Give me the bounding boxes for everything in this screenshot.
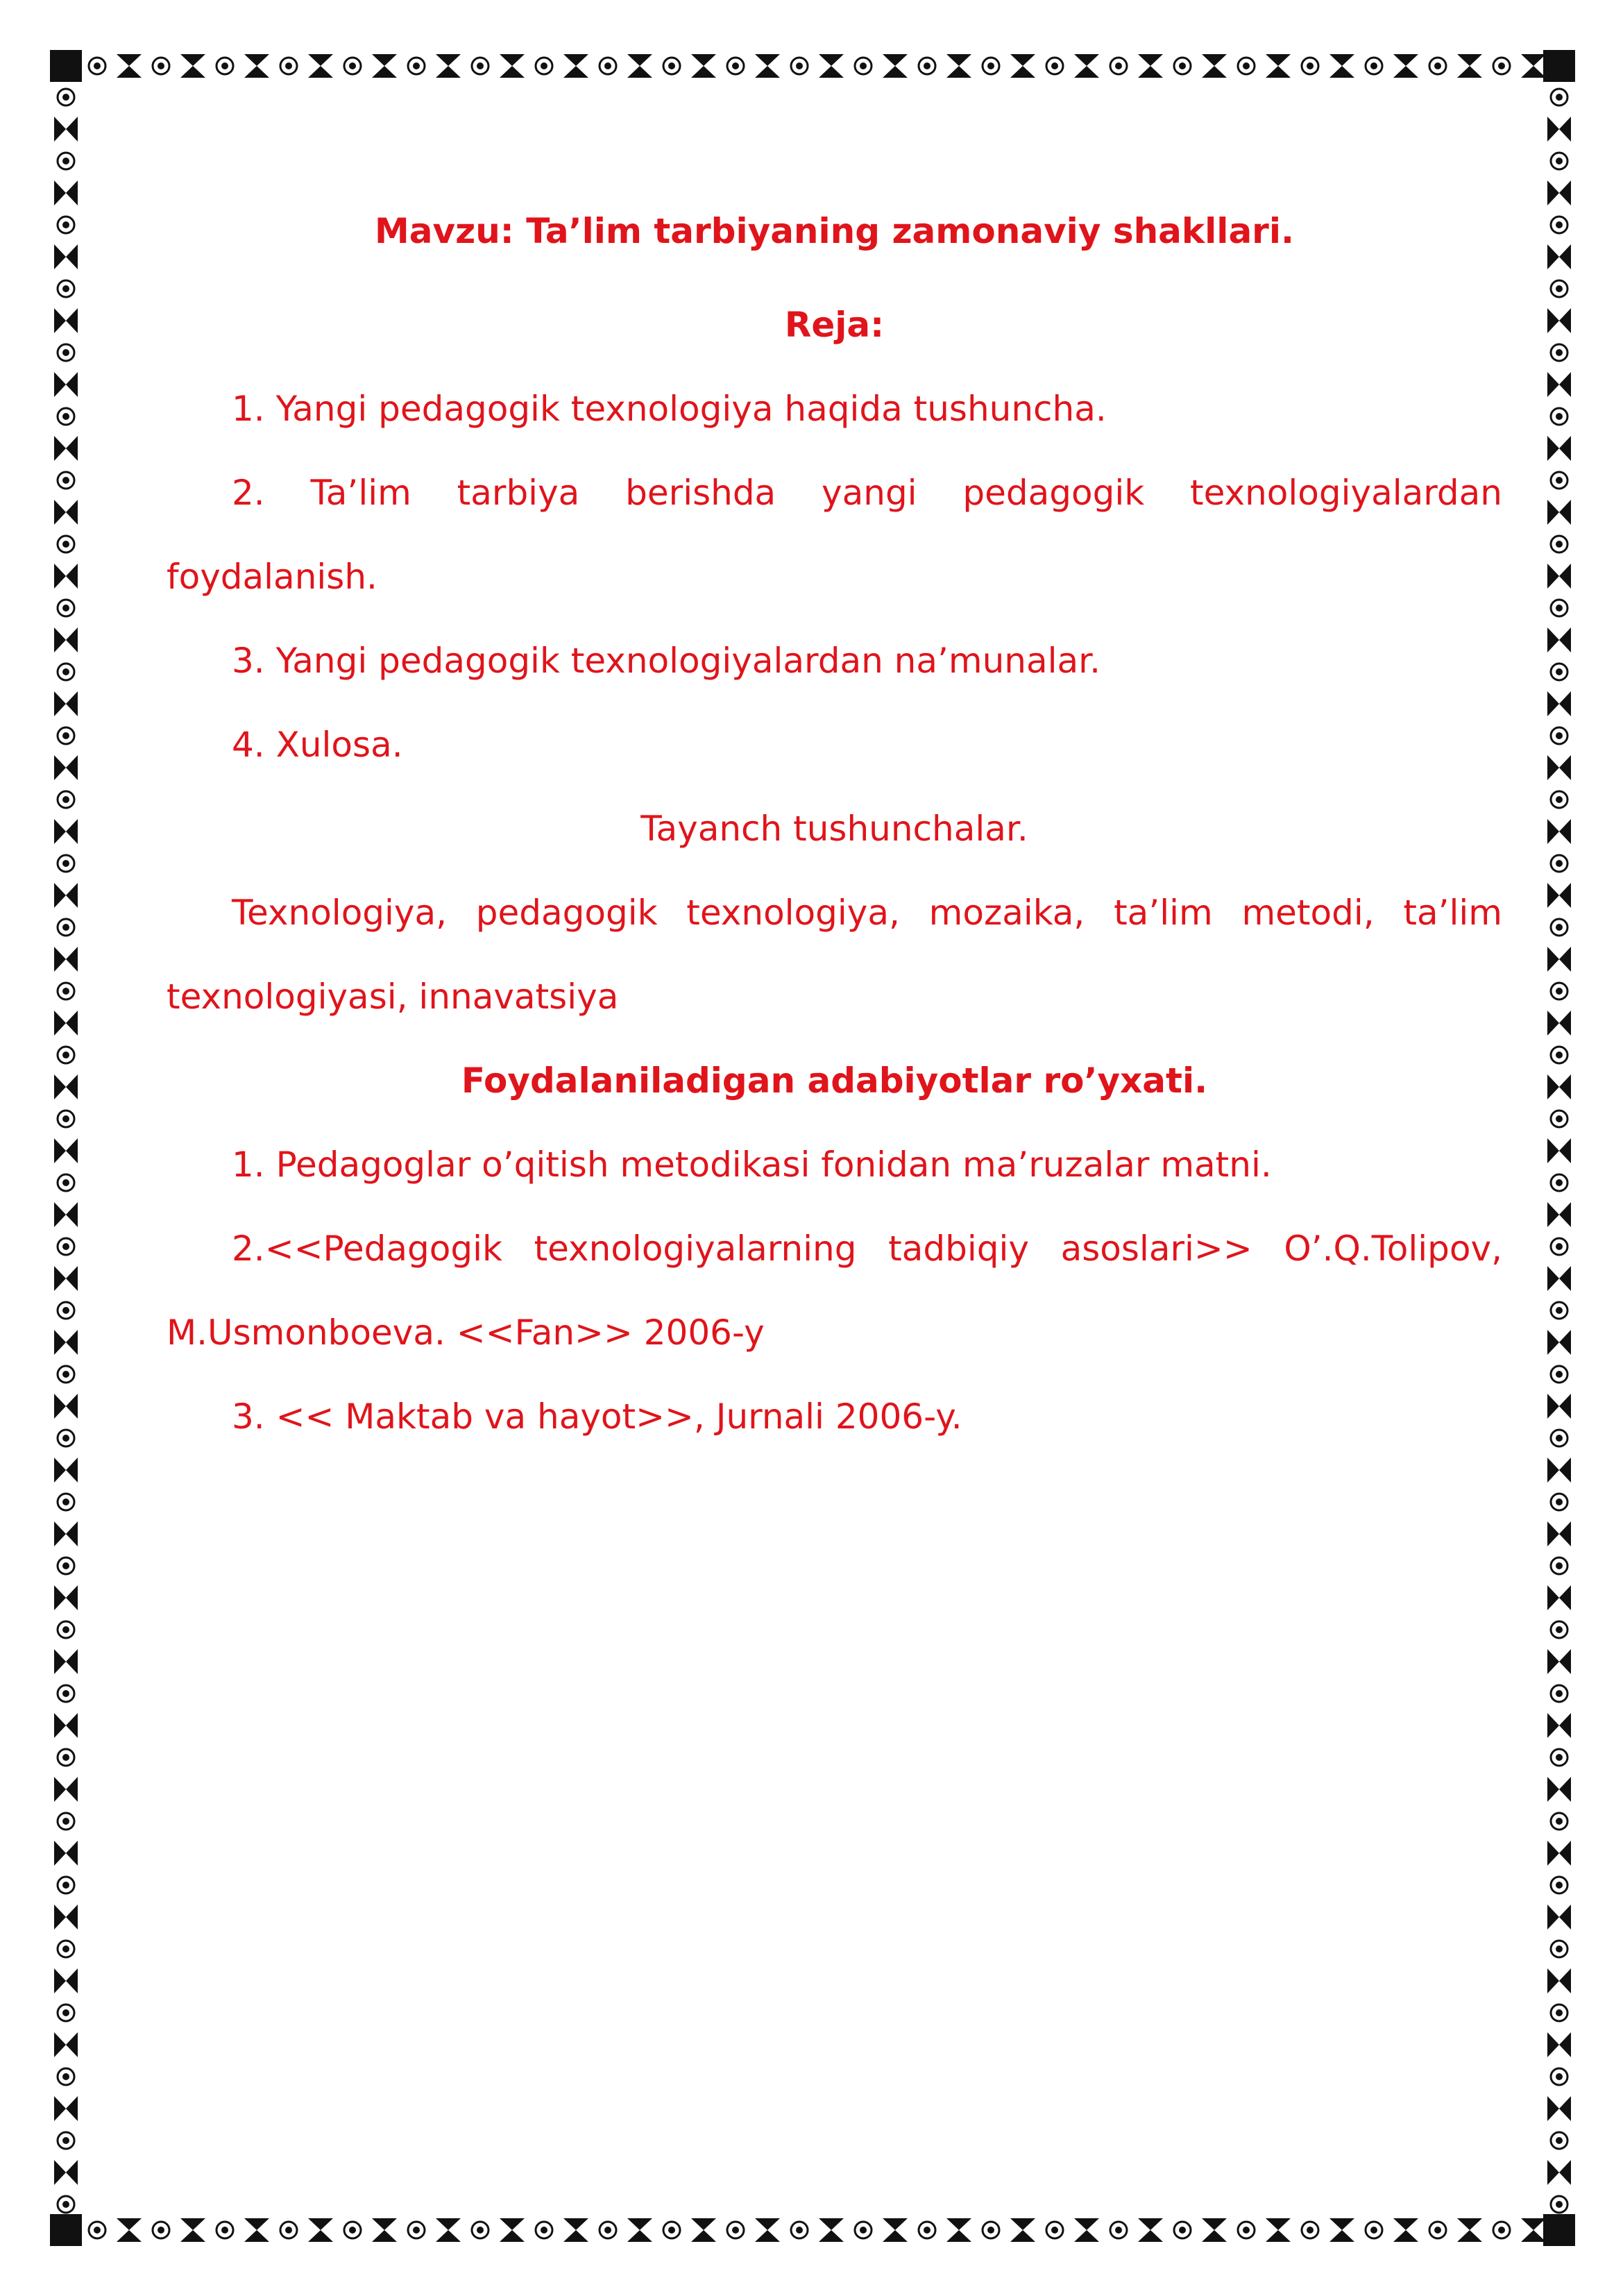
document-body: [167, 179, 1502, 1459]
references-heading: Foydalaniladigan adabiyotlar ro’yxati.: [461, 1061, 1208, 1101]
reference-item: 2.<<Pedagogik texnologiyalarning tadbiqiy asoslari>> O’.Q.Tolipov, M.Usmonboeva. <<Fan>> 2006-y: [167, 1229, 1502, 1353]
page-border-top: [50, 50, 1575, 82]
document-title: Mavzu: Ta’lim tarbiyaning zamonaviy shakllari.: [375, 211, 1294, 251]
page-border-left: [50, 50, 82, 2246]
reference-item: 3. << Maktab va hayot>>, Jurnali 2006-y.: [232, 1396, 962, 1437]
keywords-heading: Tayanch tushunchalar.: [640, 809, 1028, 849]
page-border-bottom: [50, 2214, 1575, 2246]
plan-item: 3. Yangi pedagogik texnologiyalardan na’munalar.: [232, 641, 1101, 681]
plan-item: 2. Ta’lim tarbiya berishda yangi pedagogik texnologiyalardan foydalanish.: [167, 473, 1502, 597]
page-border-right: [1543, 50, 1575, 2246]
references-list: [167, 1123, 1502, 1459]
plan-heading: Reja:: [784, 305, 885, 345]
keywords-text: Texnologiya, pedagogik texnologiya, mozaika, ta’lim metodi, ta’lim texnologiyasi, innavatsiya: [167, 893, 1502, 1017]
plan-item: 4. Xulosa.: [232, 725, 403, 765]
plan-item: 1. Yangi pedagogik texnologiya haqida tushuncha.: [232, 389, 1107, 429]
plan-list: [167, 367, 1502, 787]
reference-item: 1. Pedagoglar o’qitish metodikasi fonidan ma’ruzalar matni.: [232, 1145, 1272, 1185]
